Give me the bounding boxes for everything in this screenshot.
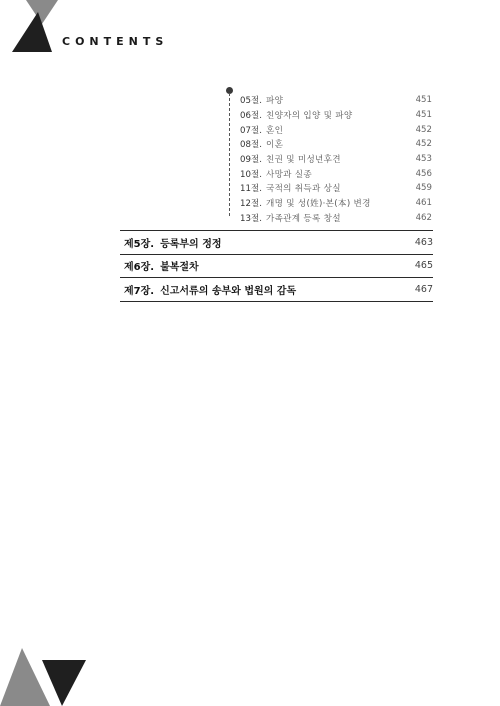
section-number: 10절.	[240, 169, 262, 180]
section-title: 국적의 취득과 상실	[265, 184, 341, 195]
section-number: 07절.	[240, 125, 262, 136]
section-page: 452	[415, 124, 432, 135]
section-number: 09절.	[240, 155, 262, 166]
timeline-line	[229, 93, 230, 216]
section-item[interactable]	[230, 211, 432, 226]
section-number: 05절.	[240, 96, 262, 107]
section-title: 친양자의 입양 및 파양	[265, 111, 353, 122]
section-title: 파양	[265, 96, 284, 107]
section-item[interactable]	[230, 137, 432, 152]
grey-triangle	[0, 648, 50, 706]
section-number: 12절.	[240, 199, 262, 210]
chapter-row[interactable]	[120, 255, 433, 279]
top-triangles-icon	[0, 0, 70, 52]
section-page: 461	[415, 198, 432, 209]
page-title: CONTENTS	[62, 35, 169, 48]
section-page: 459	[415, 183, 432, 194]
section-page: 451	[415, 110, 432, 121]
section-title: 이혼	[265, 140, 284, 151]
bottom-triangles-icon	[0, 646, 90, 706]
section-page: 462	[415, 212, 432, 223]
section-title: 개명 및 성(姓)·본(本) 변경	[265, 199, 371, 210]
section-item[interactable]	[230, 108, 432, 123]
section-number: 08절.	[240, 140, 262, 151]
section-item[interactable]	[230, 93, 432, 108]
section-title: 가족관계 등록 창설	[265, 213, 341, 224]
chapter-number: 제6장.	[124, 262, 155, 274]
section-page: 456	[415, 168, 432, 179]
chapter-page: 467	[414, 283, 433, 295]
section-item[interactable]	[230, 196, 432, 211]
section-number: 11절.	[240, 184, 262, 195]
chapter-title: 신고서류의 송부와 법원의 감독	[160, 285, 297, 297]
chapter-row[interactable]	[120, 231, 433, 255]
chapter-number: 제7장.	[124, 285, 155, 297]
chapter-page: 465	[414, 260, 433, 272]
section-page: 451	[415, 95, 432, 106]
chapter-number: 제5장.	[124, 238, 155, 250]
section-title: 친권 및 미성년후견	[265, 155, 341, 166]
chapter-title: 불복절차	[160, 262, 199, 274]
section-number: 06절.	[240, 111, 262, 122]
grey-triangle	[26, 0, 58, 24]
section-item[interactable]	[230, 166, 432, 181]
section-title: 사망과 실종	[265, 169, 313, 180]
chapter-list	[120, 230, 433, 302]
chapter-page: 463	[414, 236, 433, 248]
section-list	[230, 93, 432, 225]
section-title: 혼인	[265, 125, 284, 136]
chapter-row[interactable]	[120, 278, 433, 302]
section-item[interactable]	[230, 181, 432, 196]
dark-triangle	[42, 660, 86, 706]
section-number: 13절.	[240, 213, 262, 224]
section-page: 452	[415, 139, 432, 150]
section-item[interactable]	[230, 122, 432, 137]
section-item[interactable]	[230, 152, 432, 167]
section-page: 453	[415, 154, 432, 165]
chapter-title: 등록부의 정정	[160, 238, 222, 250]
